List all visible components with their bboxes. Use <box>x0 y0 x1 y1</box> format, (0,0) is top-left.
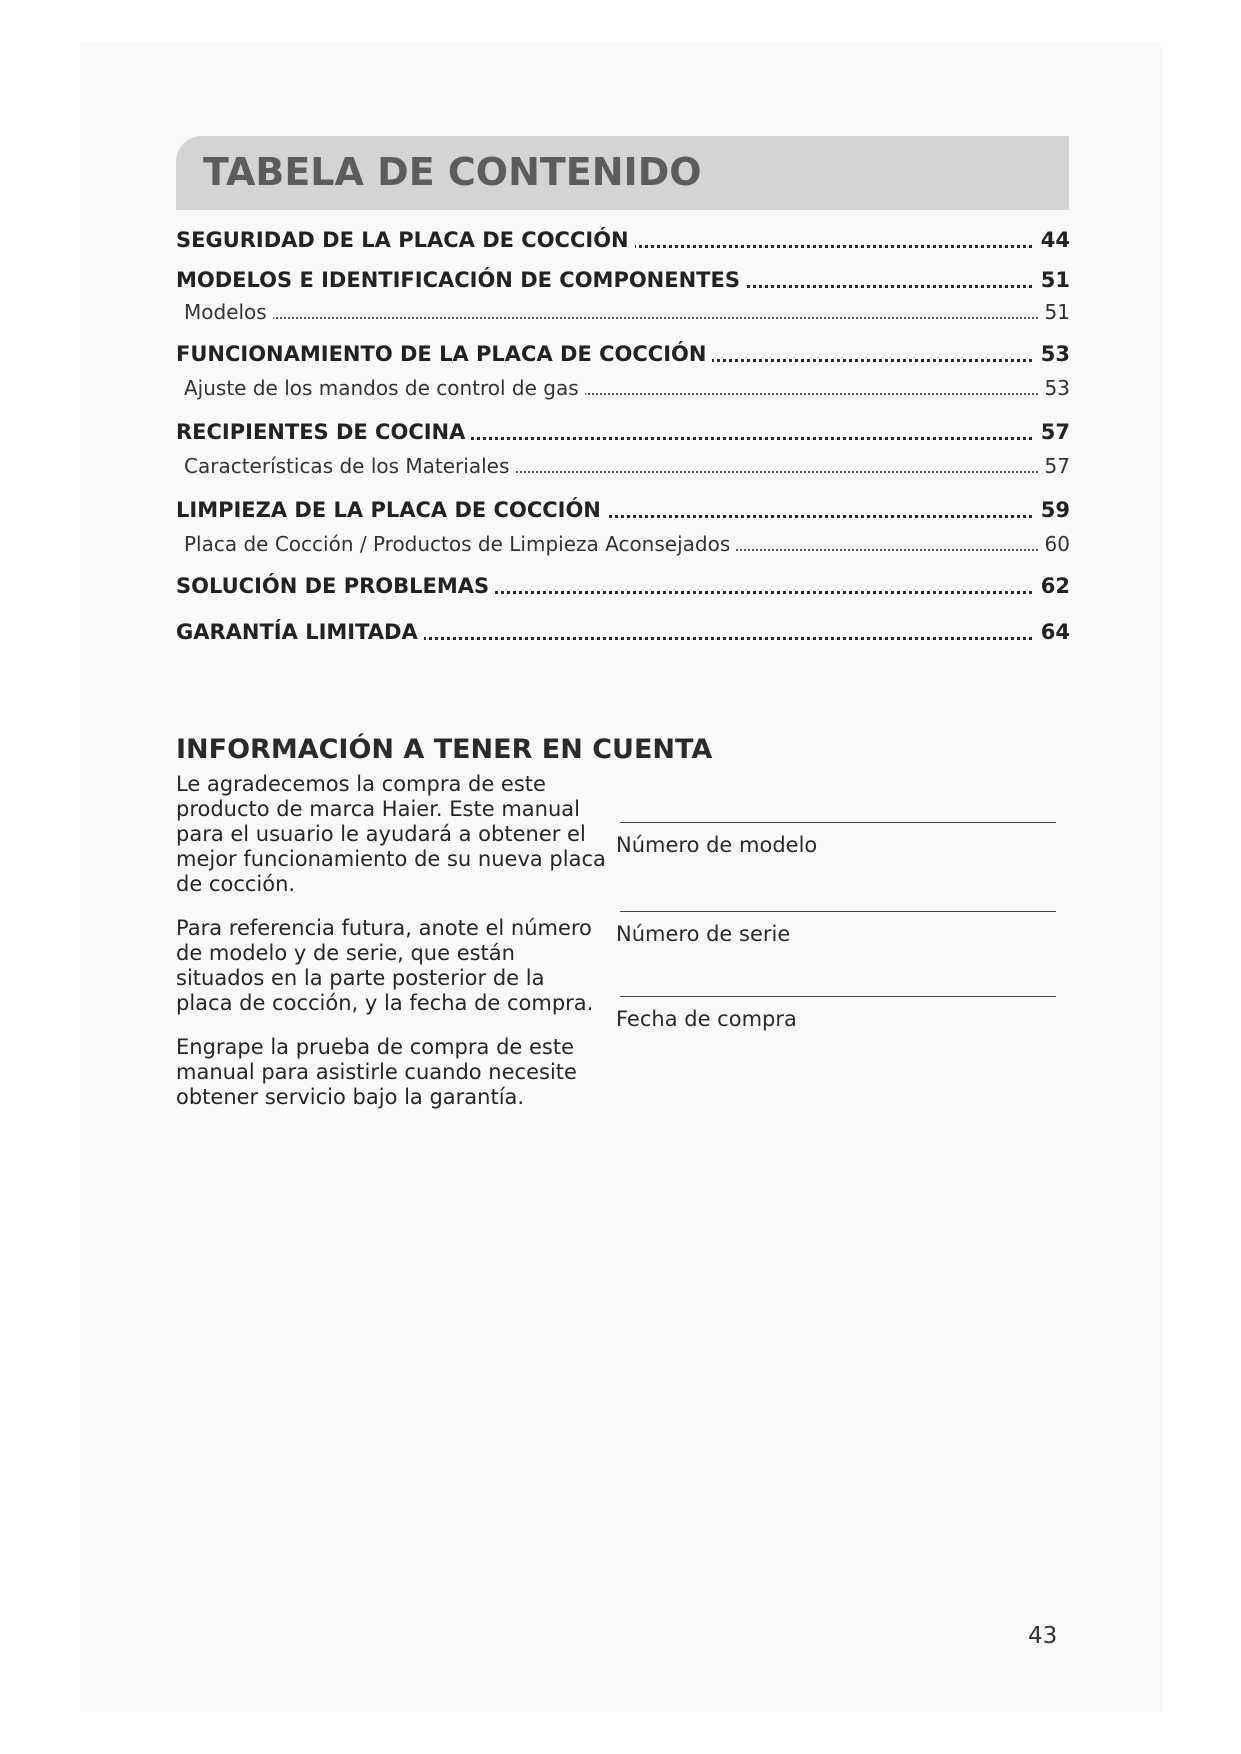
toc-entry[interactable] <box>176 618 1070 646</box>
field-caption: Número de modelo <box>616 833 818 857</box>
toc-subentry[interactable] <box>184 530 1070 558</box>
info-paragraph: Para referencia futura, anote el número de modelo y de serie, que están situados en la parte posterior de la placa de cocción, y la fecha de compra. <box>176 916 594 1015</box>
toc-entry[interactable] <box>176 226 1070 254</box>
toc-subentry-label: Modelos <box>184 300 273 324</box>
model-number-field[interactable] <box>616 822 1056 859</box>
toc-entry[interactable] <box>176 266 1070 294</box>
toc-entry[interactable] <box>176 496 1070 524</box>
toc-subentry[interactable] <box>184 452 1070 480</box>
toc-entry-page: 51 <box>1035 266 1070 294</box>
info-section-title: INFORMACIÓN A TENER EN CUENTA <box>176 734 713 765</box>
purchase-date-field[interactable] <box>616 996 1056 1033</box>
toc-entry-page: 62 <box>1035 572 1070 600</box>
toc-entry-label: RECIPIENTES DE COCINA <box>176 420 471 444</box>
toc-subentry-page: 57 <box>1039 452 1070 480</box>
field-caption: Fecha de compra <box>616 1007 797 1031</box>
page-number: 43 <box>1028 1623 1058 1649</box>
toc-entry-label: FUNCIONAMIENTO DE LA PLACA DE COCCIÓN <box>176 342 712 366</box>
toc-entry[interactable] <box>176 418 1070 446</box>
toc-entry-label: MODELOS E IDENTIFICACIÓN DE COMPONENTES <box>176 268 746 292</box>
toc-entry[interactable] <box>176 572 1070 600</box>
toc-entry-label: GARANTÍA LIMITADA <box>176 620 424 644</box>
serial-number-field[interactable] <box>616 911 1056 948</box>
info-text-column <box>176 772 606 1129</box>
toc-subentry-page: 51 <box>1039 298 1070 326</box>
toc-entry-page: 53 <box>1035 340 1070 368</box>
toc-subentry[interactable] <box>184 298 1070 326</box>
toc-subentry-page: 60 <box>1039 530 1070 558</box>
toc-subentry-label: Placa de Cocción / Productos de Limpieza Aconsejados <box>184 532 736 556</box>
toc-entry-page: 59 <box>1035 496 1070 524</box>
write-in-line <box>620 822 1056 823</box>
toc-entry[interactable] <box>176 340 1070 368</box>
toc-subentry[interactable] <box>184 374 1070 402</box>
toc-entry-label: SOLUCIÓN DE PROBLEMAS <box>176 574 495 598</box>
write-in-line <box>620 911 1056 912</box>
write-in-line <box>620 996 1056 997</box>
info-paragraph: Engrape la prueba de compra de este manual para asistirle cuando necesite obtener servicio bajo la garantía. <box>176 1035 577 1109</box>
toc-entry-label: SEGURIDAD DE LA PLACA DE COCCIÓN <box>176 228 635 252</box>
dot-leader <box>184 317 1070 319</box>
table-of-contents <box>176 226 1070 646</box>
toc-entry-page: 64 <box>1035 618 1070 646</box>
toc-subentry-label: Características de los Materiales <box>184 454 515 478</box>
toc-subentry-label: Ajuste de los mandos de control de gas <box>184 376 585 400</box>
toc-title: TABELA DE CONTENIDO <box>203 150 702 194</box>
toc-entry-page: 57 <box>1035 418 1070 446</box>
toc-entry-page: 44 <box>1035 226 1070 254</box>
info-paragraph: Le agradecemos la compra de este producto de marca Haier. Este manual para el usuario le ayudará a obtener el mejor funcionamiento de su nueva placa de cocción. <box>176 772 606 896</box>
field-caption: Número de serie <box>616 922 791 946</box>
toc-entry-label: LIMPIEZA DE LA PLACA DE COCCIÓN <box>176 498 607 522</box>
toc-subentry-page: 53 <box>1039 374 1070 402</box>
